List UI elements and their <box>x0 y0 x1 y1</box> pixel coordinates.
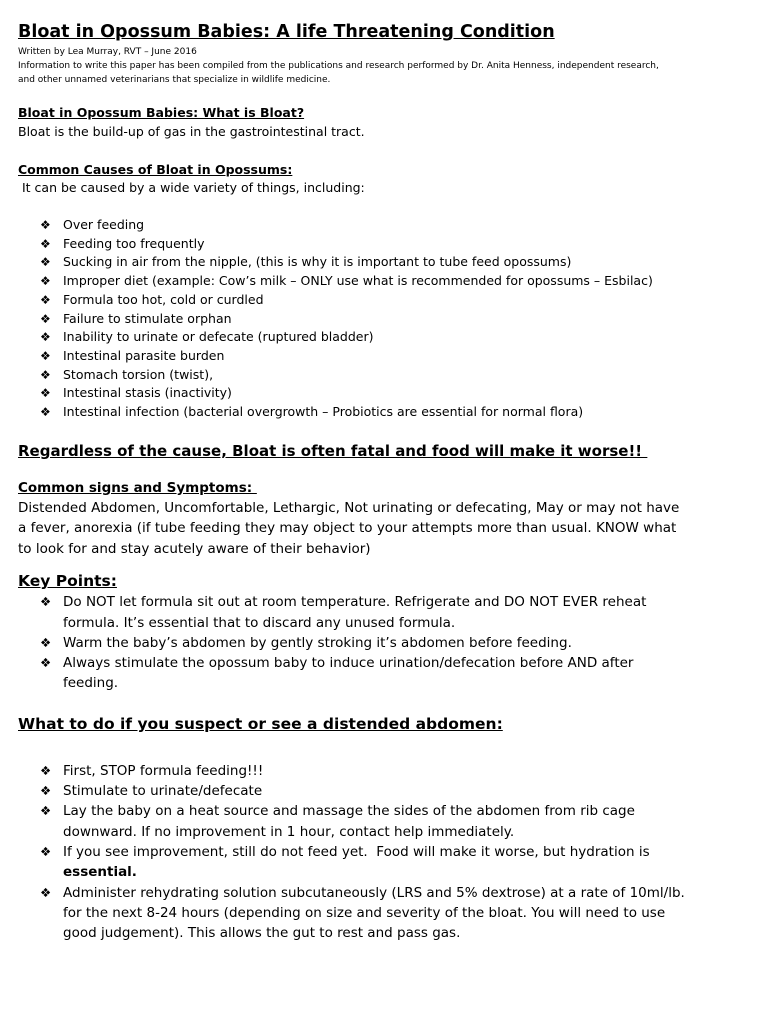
list-item: ❖ Administer rehydrating solution subcutaneously (LRS and 5% dextrose) at a rate of 10ml/lb. for the next 8-24 hours (depending on size and severity of the bloat. You will need to use good judgement). This allows the gut to rest and pass gas. <box>40 884 685 942</box>
diamond-bullet-icon: ❖ <box>40 884 52 900</box>
diamond-bullet-icon: ❖ <box>40 367 51 382</box>
diamond-bullet-icon: ❖ <box>40 330 51 345</box>
diamond-bullet-icon: ❖ <box>40 405 51 420</box>
diamond-bullet-icon: ❖ <box>40 803 52 819</box>
diamond-bullet-icon: ❖ <box>40 255 51 270</box>
essential-emphasis: essential. <box>63 864 137 881</box>
causes-intro: It can be caused by a wide variety of things, including: <box>18 180 365 195</box>
list-item: ❖ Formula too hot, cold or curdled <box>18 291 708 310</box>
page-title: Bloat in Opossum Babies: A life Threatening Condition <box>18 22 555 42</box>
list-item: ❖ Intestinal parasite burden <box>18 347 708 366</box>
list-item: ❖ Intestinal stasis (inactivity) <box>18 384 708 403</box>
list-item: ❖ Failure to stimulate orphan <box>18 310 708 329</box>
causes-list <box>18 216 708 422</box>
diamond-bullet-icon: ❖ <box>40 762 52 778</box>
causes-heading: Common Causes of Bloat in Opossums: <box>18 162 293 177</box>
what-is-bloat-heading: Bloat in Opossum Babies: What is Bloat? <box>18 105 305 120</box>
list-item: ❖ Warm the baby’s abdomen by gently stroking it’s abdomen before feeding. <box>18 633 688 653</box>
document-page <box>18 20 708 943</box>
diamond-bullet-icon: ❖ <box>40 634 52 650</box>
diamond-bullet-icon: ❖ <box>40 292 51 307</box>
signs-heading: Common signs and Symptoms: <box>18 479 257 496</box>
diamond-bullet-icon: ❖ <box>40 783 52 799</box>
signs-text: Distended Abdomen, Uncomfortable, Lethargic, Not urinating or defecating, May or may not have a fever, anorexia (if tube feeding they may object to your attempts more than usual. KNOW what to look for and stay acutely aware of their behavior) <box>18 499 680 557</box>
diamond-bullet-icon: ❖ <box>40 386 51 401</box>
what-is-bloat-text: Bloat is the build-up of gas in the gastrointestinal tract. <box>18 124 365 139</box>
list-item: ❖ Inability to urinate or defecate (ruptured bladder) <box>18 328 708 347</box>
list-item: ❖ If you see improvement, still do not feed yet. Food will make it worse, but hydration is essential. <box>40 843 654 881</box>
list-item: ❖ Feeding too frequently <box>18 235 708 254</box>
diamond-bullet-icon: ❖ <box>40 594 52 610</box>
diamond-bullet-icon: ❖ <box>40 274 51 289</box>
list-item: ❖ Lay the baby on a heat source and massage the sides of the abdomen from rib cage downward. If no improvement in 1 hour, contact help immediately. <box>40 803 635 840</box>
list-item: ❖ Improper diet (example: Cow’s milk – ONLY use what is recommended for opossums – Esbilac) <box>18 272 708 291</box>
list-item: ❖ Always stimulate the opossum baby to induce urination/defecation before AND after feeding. <box>40 655 634 692</box>
list-item: ❖ Intestinal infection (bacterial overgrowth – Probiotics are essential for normal flora) <box>18 403 708 422</box>
source-credit: Information to write this paper has been compiled from the publications and research performed by Dr. Anita Henness, independent research, and other unnamed veterinarians that specialize in wildlife medicine. <box>18 61 659 85</box>
diamond-bullet-icon: ❖ <box>40 236 51 251</box>
diamond-bullet-icon: ❖ <box>40 655 52 671</box>
list-item: ❖ Stomach torsion (twist), <box>18 366 708 385</box>
diamond-bullet-icon: ❖ <box>40 843 52 859</box>
key-points-heading: Key Points: <box>18 572 117 591</box>
what-to-do-heading: What to do if you suspect or see a distended abdomen: <box>18 714 503 733</box>
bloat-warning: Regardless of the cause, Bloat is often fatal and food will make it worse!! <box>18 441 648 460</box>
list-item: ❖ Over feeding <box>18 216 708 235</box>
diamond-bullet-icon: ❖ <box>40 311 51 326</box>
diamond-bullet-icon: ❖ <box>40 218 51 232</box>
author-byline: Written by Lea Murray, RVT – June 2016 <box>18 47 197 57</box>
list-item: ❖ First, STOP formula feeding!!! <box>18 761 688 781</box>
list-item: ❖ Do NOT let formula sit out at room temperature. Refrigerate and DO NOT EVER reheat formula. It’s essential that to discard any unused formula. <box>40 594 647 631</box>
what-to-do-list <box>18 761 708 944</box>
key-points-list <box>18 592 708 693</box>
list-item: ❖ Sucking in air from the nipple, (this is why it is important to tube feed opossums) <box>18 253 708 272</box>
diamond-bullet-icon: ❖ <box>40 348 51 363</box>
list-item: ❖ Stimulate to urinate/defecate <box>18 781 688 801</box>
